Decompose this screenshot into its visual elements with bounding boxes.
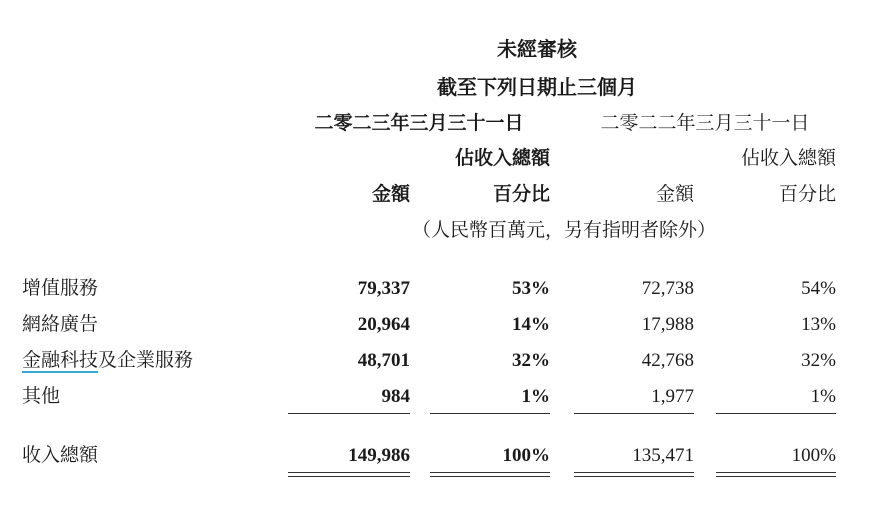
row-label: 其他 — [22, 385, 61, 407]
amount-2023: 48,701 — [357, 350, 410, 371]
title: 未經審核 — [497, 37, 577, 61]
total-double-rule — [288, 472, 410, 477]
pct-group-label-prior: 佔收入總額 — [740, 147, 836, 169]
subtotal-rule — [288, 413, 410, 414]
amount-2022: 17,988 — [641, 314, 694, 335]
pct-2023: 14% — [512, 314, 550, 335]
subtotal-rule — [574, 413, 694, 414]
period-heading: 截至下列日期止三個月 — [437, 75, 637, 99]
label-underlined-part: 金融科技 — [22, 349, 99, 371]
pct-group-label-current: 佔收入總額 — [454, 147, 550, 169]
total-double-rule — [430, 472, 550, 477]
total-double-rule — [574, 472, 694, 477]
subtotal-rule — [430, 413, 550, 414]
pct-2022: 54% — [801, 278, 836, 299]
amount-2022: 1,977 — [651, 386, 694, 407]
label-rest: 及企業服務 — [98, 349, 194, 371]
subtotal-rule — [716, 413, 836, 414]
col-percent-current: 百分比 — [492, 183, 550, 205]
unit-note: （人民幣百萬元，另有指明者除外） — [411, 219, 716, 241]
total-pct-2023: 100% — [502, 445, 550, 466]
col-percent-prior: 百分比 — [778, 183, 836, 205]
date-current: 二零二三年三月三十一日 — [314, 112, 524, 134]
amount-2022: 42,768 — [641, 350, 694, 371]
total-label: 收入總額 — [22, 444, 99, 466]
amount-2023: 984 — [381, 386, 410, 407]
row-label — [22, 349, 193, 371]
amount-2023: 20,964 — [357, 314, 410, 335]
col-amount-current: 金額 — [371, 183, 410, 205]
pct-2023: 53% — [512, 278, 550, 299]
total-amount-2023: 149,986 — [348, 445, 410, 466]
col-amount-prior: 金額 — [655, 183, 694, 205]
pct-2022: 1% — [810, 386, 836, 407]
pct-2022: 32% — [801, 350, 836, 371]
date-prior: 二零二二年三月三十一日 — [600, 112, 810, 134]
row-label: 網絡廣告 — [22, 313, 99, 335]
total-amount-2022: 135,471 — [632, 445, 694, 466]
row-label: 增值服務 — [22, 277, 99, 299]
amount-2023: 79,337 — [357, 278, 410, 299]
pct-2023: 32% — [512, 350, 550, 371]
amount-2022: 72,738 — [641, 278, 694, 299]
total-pct-2022: 100% — [791, 445, 836, 466]
pct-2022: 13% — [801, 314, 836, 335]
total-double-rule — [716, 472, 836, 477]
pct-2023: 1% — [521, 386, 550, 407]
